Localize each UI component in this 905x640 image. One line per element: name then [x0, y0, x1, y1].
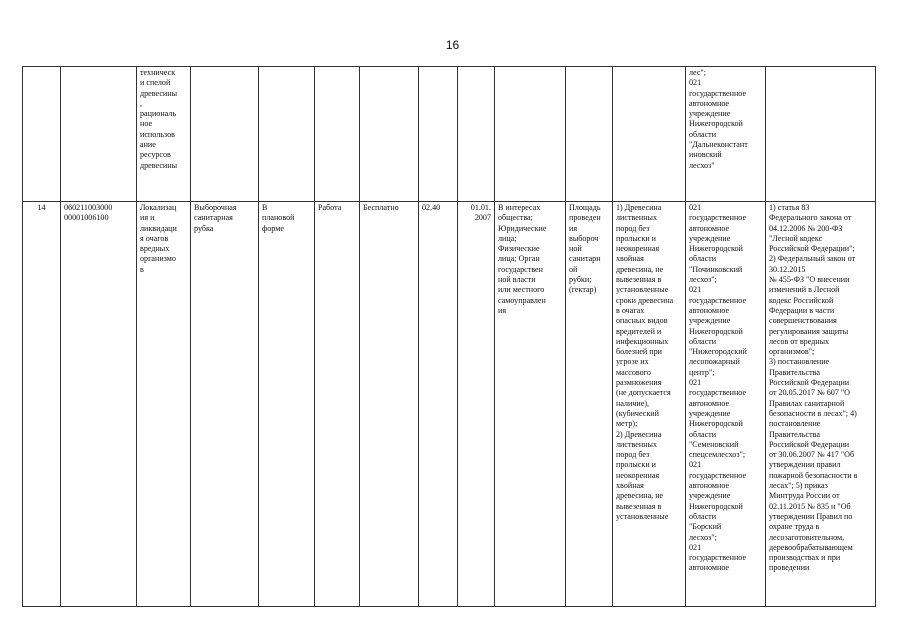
cell-organizations: лес"; 021 государственное автономное учреждение Нижегородской области "Дальнеконстант иновский лесхоз" — [686, 67, 766, 202]
cell-number: 14 — [23, 202, 61, 607]
registry-table — [22, 66, 876, 607]
cell-registry-code: 060211003000 00001006100 — [61, 202, 137, 607]
table-row — [23, 202, 876, 607]
cell-okved: 02.40 — [419, 202, 458, 607]
cell-date — [458, 67, 495, 202]
cell-form: В плановой форме — [259, 202, 315, 607]
cell-legal-acts — [766, 67, 876, 202]
cell-consumers: В интересах общества; Юридические лица; Физические лица; Орган государствен ной власти или местного самоуправлен ия — [495, 202, 566, 607]
cell-number — [23, 67, 61, 202]
cell-form — [259, 67, 315, 202]
cell-consumers — [495, 67, 566, 202]
cell-organizations: 021 государственное автономное учреждение Нижегородской области "Починковский лесхоз"; 021 государственное автономное учреждение Нижегородской области "Нижегородский лесопожарный центр"; 021 государственное автономное учреждение Нижегородской области "Семеновский спецсемлесхоз"; 021 государственное автономное учреждение Нижегородской области "Борский лесхоз"; 021 государственное автономное — [686, 202, 766, 607]
cell-content — [191, 67, 259, 202]
cell-registry-code — [61, 67, 137, 202]
cell-date: 01.01. 2007 — [458, 202, 495, 607]
cell-service-name: техническ и спелой древесины , рациональ ное использов ание ресурсов древесины — [137, 67, 191, 202]
cell-specification: 1) Древесина лиственных пород без пролыски и неокоренная хвойная древесина, не вывезенная в установленные сроки древесина в очагах опасных видов вредителей и инфекционных болезней при угрозе их массового размножения (не допускается наличие), (кубический метр); 2) Древесина лиственных пород без пролыски и неокоренная хвойная древесина, не вывезенная в установленные — [613, 202, 686, 607]
cell-specification — [613, 67, 686, 202]
cell-payment — [360, 67, 419, 202]
cell-type — [315, 67, 360, 202]
cell-indicator: Площадь проведен ия выбороч ной санитарн ой рубки; (гектар) — [566, 202, 613, 607]
cell-legal-acts: 1) статья 83 Федерального закона от 04.12.2006 № 200-ФЗ "Лесной кодекс Российской Федерации"; 2) Федеральный закон от 30.12.2015 № 455-ФЗ "О внесении изменений в Лесной кодекс Российской Федерации в части совершенствования регулирования защиты лесов от вредных организмов"; 3) постановление Правительства Российской Федерации от 20.05.2017 № 607 "О Правилах санитарной безопасности в лесах"; 4) постановление Правительства Российской Федерации от 30.06.2007 № 417 "Об утверждении правил пожарной безопасности в лесах"; 5) приказ Минтруда России от 02.11.2015 № 835 н "Об утверждении Правил по охране труда в лесозаготовительном, деревообрабатывающем производствах и при проведении — [766, 202, 876, 607]
cell-service-name: Локализац ия и ликвидаци я очагов вредных организмо в — [137, 202, 191, 607]
cell-type: Работа — [315, 202, 360, 607]
cell-content: Выборочная санитарная рубка — [191, 202, 259, 607]
cell-indicator — [566, 67, 613, 202]
cell-payment: Бесплатно — [360, 202, 419, 607]
table-row — [23, 67, 876, 202]
cell-okved — [419, 67, 458, 202]
page-number: 16 — [445, 38, 460, 52]
